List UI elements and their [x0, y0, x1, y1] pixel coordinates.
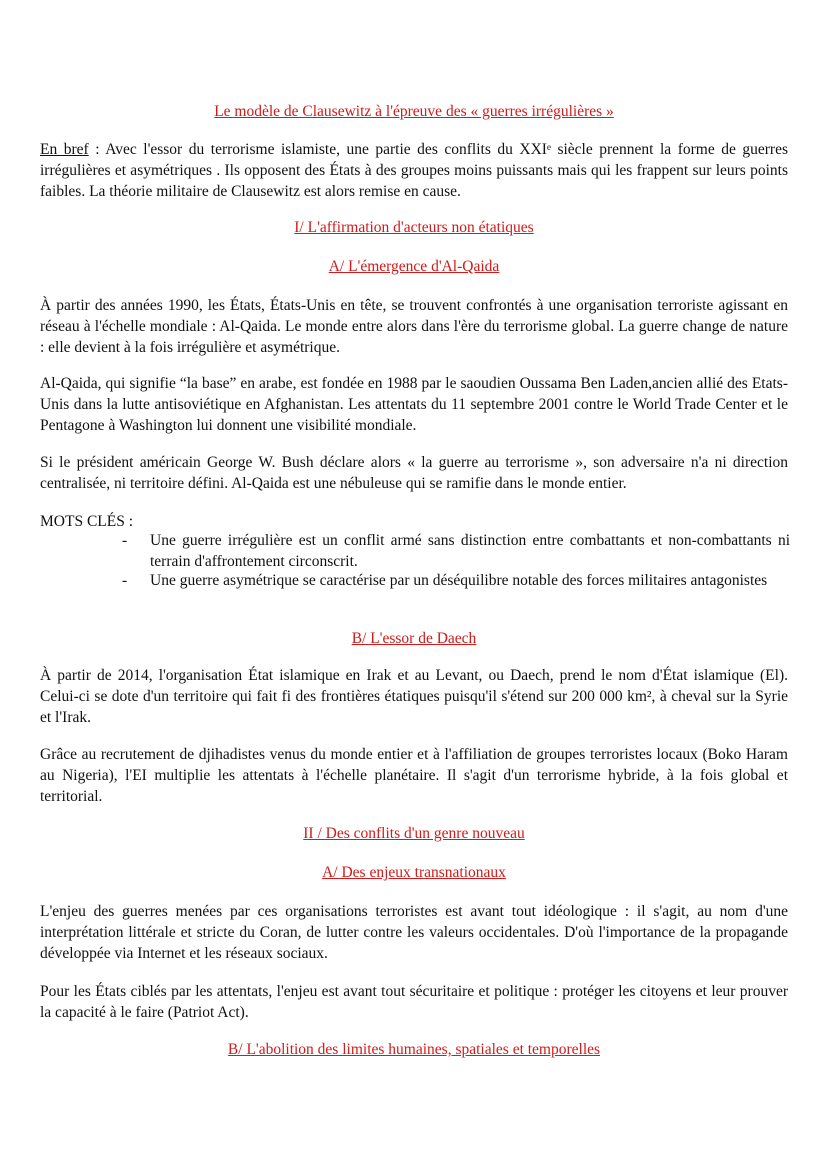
keyword-list-item — [122, 570, 790, 591]
part1-sectionA-paragraph-3: Si le président américain George W. Bush déclare alors « la guerre au terrorisme », son adversaire n'a ni direction centralisée, ni territoire défini. Al-Qaida est une nébuleuse qui se ramifie dans le monde entier. — [40, 454, 788, 492]
part1-sectionA-heading: A/ L'émergence d'Al-Qaida — [328, 258, 500, 275]
part2-sectionA-paragraph-2: Pour les États ciblés par les attentats, l'enjeu est avant tout sécuritaire et politique : protéger les citoyens et leur prouver la capacité à le faire (Patriot Act). — [40, 983, 788, 1021]
keyword-list-item — [122, 530, 790, 572]
part1-sectionA-paragraph-1: À partir des années 1990, les États, États-Unis en tête, se trouvent confrontés à une organisation terroriste agissant en réseau à l'échelle mondiale : Al-Qaida. Le monde entre alors dans l'ère du terrorisme global. La guerre change de nature : elle devient à la fois irrégulière et asymétrique. — [40, 297, 788, 356]
document-title: Le modèle de Clausewitz à l'épreuve des « guerres irrégulières » — [214, 103, 614, 120]
bullet-dash: - — [122, 532, 128, 549]
part1-sectionB-heading: B/ L'essor de Daech — [351, 630, 477, 647]
part2-sectionA-paragraph-1: L'enjeu des guerres menées par ces organisations terroristes est avant tout idéologique : il s'agit, au nom d'une interprétation littérale et stricte du Coran, de lutter contre les valeurs occidentales. D'où l'importance de la propagande développée via Internet et les réseaux sociaux. — [40, 903, 788, 962]
part2-sectionA-heading: A/ Des enjeux transnationaux — [322, 864, 506, 881]
part1-sectionB-paragraph-1: À partir de 2014, l'organisation État islamique en Irak et au Levant, ou Daech, prend le nom d'État islamique (El). Celui-ci se dote d'un territoire qui fait fi des frontières étatiques puisqu'il s'étend sur 200 000 km², à cheval sur la Syrie et l'Irak. — [40, 667, 788, 726]
part2-heading: II / Des conflits d'un genre nouveau — [303, 825, 525, 842]
bullet-dash: - — [122, 572, 128, 589]
keyword-text: Une guerre asymétrique se caractérise par un déséquilibre notable des forces militaires antagonistes — [150, 572, 768, 589]
part1-sectionA-paragraph-2: Al-Qaida, qui signifie “la base” en arabe, est fondée en 1988 par le saoudien Oussama Ben Laden,ancien allié des Etats-Unis dans la lutte antisoviétique en Afghanistan. Les attentats du 11 septembre 2001 contre le World Trade Center et le Pentagone à Washington lui donnent une visibilité mondiale. — [40, 375, 788, 434]
part2-sectionB-heading: B/ L'abolition des limites humaines, spatiales et temporelles — [227, 1041, 601, 1058]
part1-sectionB-paragraph-2: Grâce au recrutement de djihadistes venus du monde entier et à l'affiliation de groupes terroristes locaux (Boko Haram au Nigeria), l'EI multiplie les attentats à l'échelle planétaire. Il s'agit d'un terrorisme hybride, à la fois global et territorial. — [40, 746, 788, 805]
intro-label: En bref — [40, 141, 89, 158]
keyword-text: Une guerre irrégulière est un conflit armé sans distinction entre combattants et non-combattants ni terrain d'affrontement circonscrit. — [150, 532, 790, 570]
intro-paragraph — [40, 139, 788, 202]
intro-text: : Avec l'essor du terrorisme islamiste, une partie des conflits du XXIᵉ siècle prennent la forme de guerres irrégulières et asymétriques . Ils opposent des États à des groupes moins puissants mais qui les frappent sur leurs points faibles. La théorie militaire de Clausewitz est alors remise en cause. — [40, 141, 788, 200]
keywords-label: MOTS CLÉS : — [40, 513, 134, 530]
part1-heading: I/ L'affirmation d'acteurs non étatiques — [294, 219, 534, 236]
